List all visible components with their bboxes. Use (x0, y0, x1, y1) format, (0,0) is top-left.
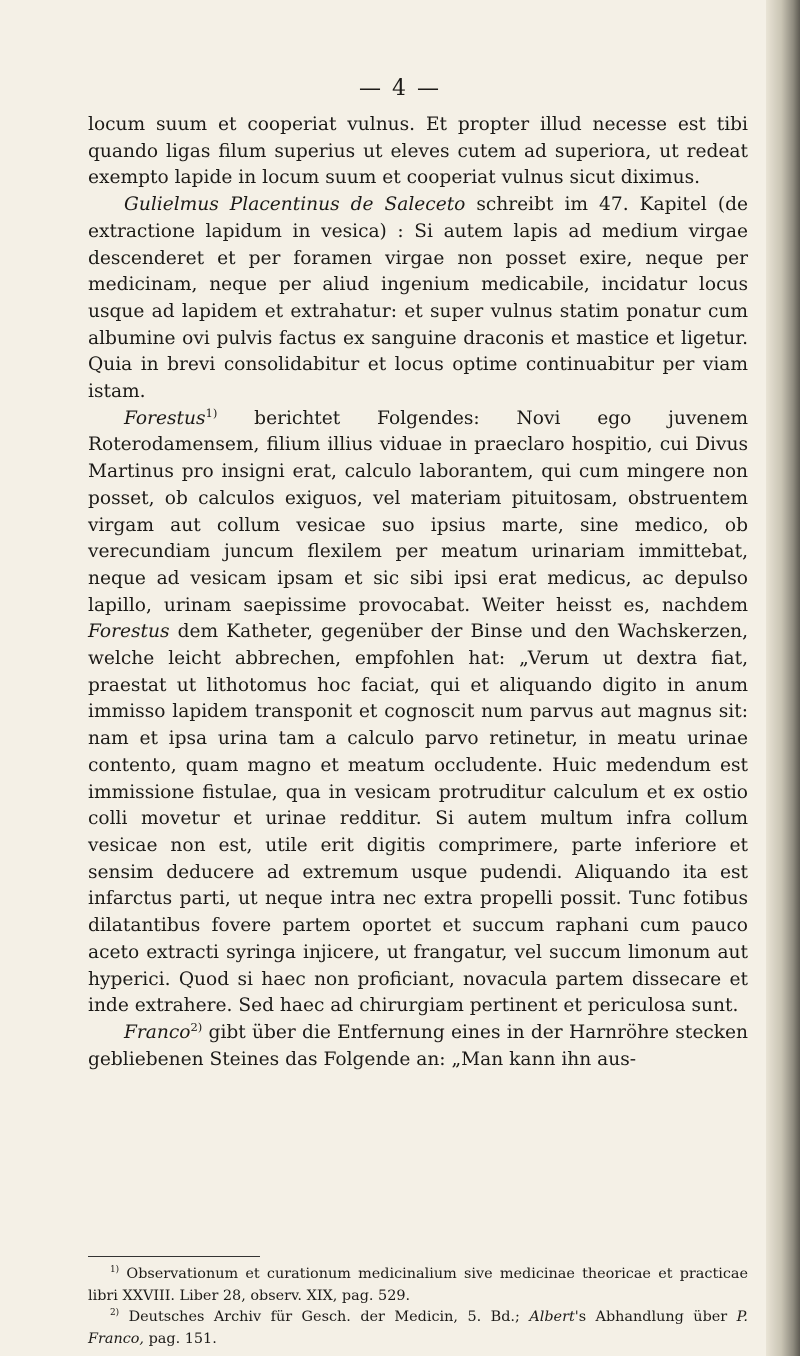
paragraph (88, 406, 748, 1020)
footnote (88, 1264, 748, 1307)
paragraph (88, 1020, 748, 1073)
text-run-italic: P. Franco, (88, 1309, 748, 1347)
footnotes (88, 1264, 748, 1350)
text-run: locum suum et cooperiat vulnus. Et propter illud necesse est tibi quando ligas filum superius ut eleves cutem ad superiora, ut redeat exempto lapide in locum suum et cooperiat vulnus sicut diximus. (88, 114, 748, 189)
text-run-italic: Forestus (124, 407, 206, 429)
paragraph (88, 192, 748, 406)
footnote-number: 1) (110, 1265, 120, 1276)
text-run: pag. 151. (144, 1330, 217, 1347)
footnote-rule (88, 1256, 260, 1257)
text-run-italic: Albert (529, 1309, 575, 1325)
text-run: berichtet Folgendes: Novi ego juvenem Roterodamensem, filium illius viduae in praeclaro hospitio, cui Divus Martinus pro insigni erat, calculo laborantem, qui cum mingere non posset, ob calculos exiguos, vel materiam pituitosam, obstruentem virgam aut collum vesicae suo ipsius marte, sine medico, ob verecundiam juncum flexilem per meatum urinariam immittebat, neque ad vesicam ipsam et sic sibi ipsi erat medicus, ac depulso lapillo, urinam saepissime provocabat. Weiter heisst es, nachdem (88, 407, 748, 616)
main-text (88, 112, 748, 1073)
text-run-italic: Franco (124, 1021, 191, 1043)
footnote-marker: 2) (190, 1019, 203, 1034)
text-run-italic: Forestus (88, 621, 170, 643)
text-run: schreibt im 47. Kapitel (de extractione lapidum in vesica) : Si autem lapis ad medium virgae descenderet et per foramen virgae non posset exire, neque per medicinam, neque per aliud ingenium medicabile, incidatur locus usque ad lapidem et extrahatur: et super vulnus statim ponatur cum albumine ovi pulvis factus ex sanguine draconis et mastice et ligetur. Quia in brevi consolidabitur et locus optime continuabitur per viam istam. (88, 194, 748, 403)
footnote-number: 2) (110, 1308, 120, 1319)
footnote-marker: 1) (205, 405, 218, 420)
text-run: Observationum et curationum medicinalium sive medicinae theoricae et practicae libri XXVIII. Liber 28, observ. XIX, pag. 529. (88, 1266, 748, 1304)
text-run-italic: Gulielmus Placentinus de Saleceto (124, 194, 466, 216)
footnote (88, 1307, 748, 1350)
text-run: 's Abhandlung über (574, 1309, 737, 1325)
page-edge-shadow (766, 0, 800, 1356)
text-run: Deutsches Archiv für Gesch. der Medicin, 5. Bd.; (119, 1309, 530, 1325)
text-run: gibt über die Entfernung eines in der Harnröhre stecken gebliebenen Steines das Folgende an: „Man kann ihn aus- (88, 1021, 748, 1070)
text-run: dem Katheter, gegenüber der Binse und den Wachskerzen, welche leicht abbrechen, empfohlen hat: „Verum ut dextra fiat, praestat ut lithotomus hoc faciat, qui et aliquando digito in anum immisso lapidem transponit et cognoscit num parvus aut magnus sit: nam et ipsa urina tam a calculo parvo retinetur, in meatu urinae contento, quam magno et meatum occludente. Huic medendum est immissione fistulae, qua in vesicam protruditur calculum et ex ostio colli movetur et urinae redditur. Si autem multum infra collum vesicae non est, utile erit digitis comprimere, parte inferiore et sensim deducere ad extremum usque pudendi. Aliquando ita est infarctus parti, ut neque intra nec extra propelli possit. Tunc fotibus dilatantibus fovere partem oportet et succum raphani cum pauco aceto extracti syringa injicere, ut frangatur, vel succum limonum aut hyperici. Quod si haec non proficiant, novacula partem dissecare et inde extrahere. Sed haec ad chirurgiam pertinent et periculosa sunt. (88, 621, 748, 1017)
paragraph (88, 112, 748, 192)
page-number: — 4 — (359, 76, 441, 101)
